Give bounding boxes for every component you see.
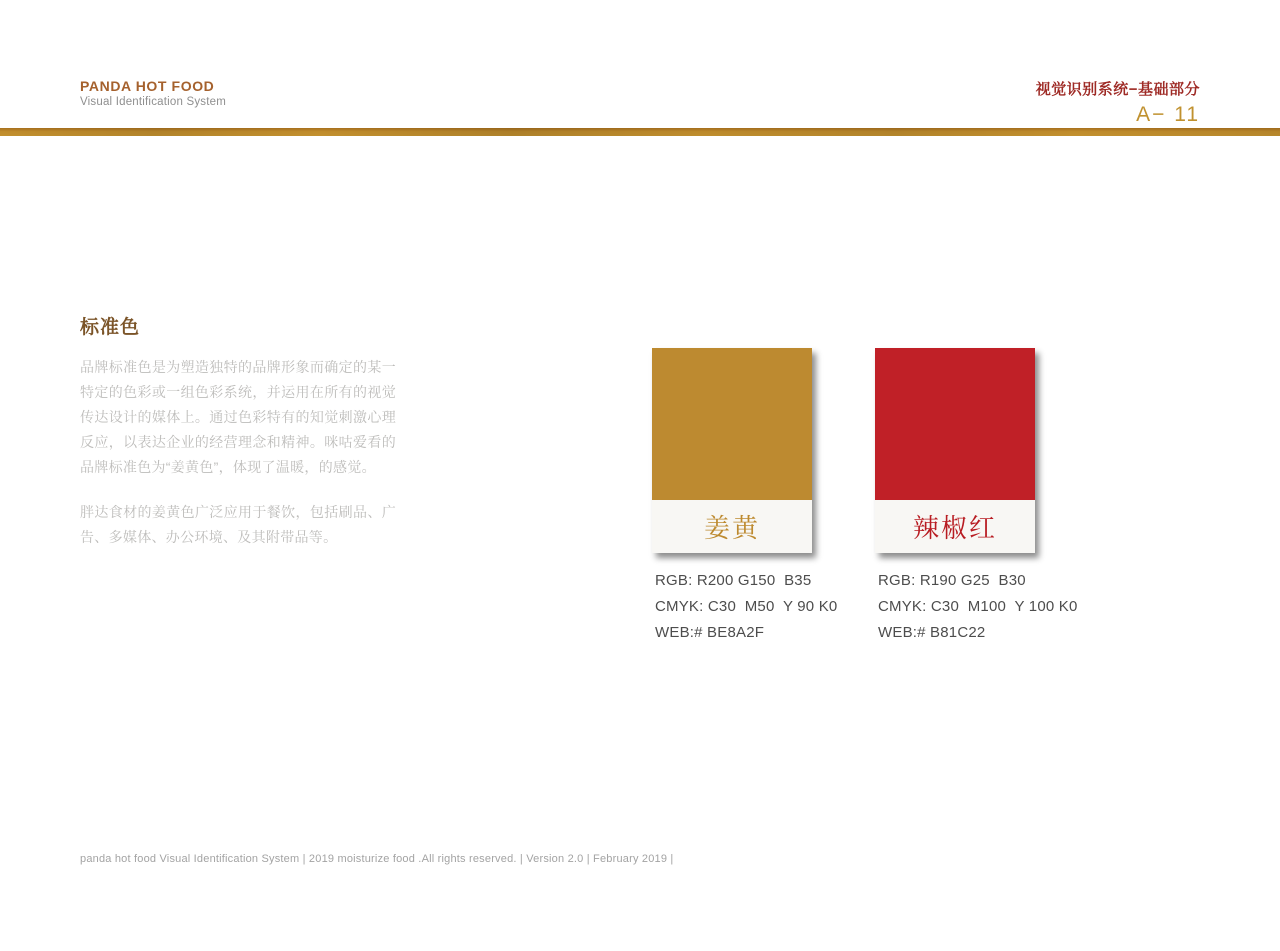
brand-block <box>80 78 226 108</box>
cmyk-value: CMYK: C30 M50 Y 90 K0 <box>655 598 838 615</box>
brand-name: PANDA HOT FOOD <box>80 78 215 94</box>
gold-divider-bar <box>0 128 1280 136</box>
color-block-ginger-yellow <box>652 348 812 500</box>
rgb-value: RGB: R190 G25 B30 <box>878 572 1026 589</box>
color-swatch-card-ginger-yellow <box>652 348 812 553</box>
page-number: A− 11 <box>1136 103 1200 126</box>
swatch-label-strip <box>652 500 812 553</box>
section-title: 视觉识别系统−基础部分 <box>1035 81 1200 98</box>
intro-section <box>80 312 396 570</box>
intro-paragraph-2: 胖达食材的姜黄色广泛应用于餐饮，包括刷品、广告、多媒体、办公环境、及其附带品等。 <box>80 504 396 545</box>
swatch-values-chili-red <box>878 568 1108 646</box>
footer-copyright: panda hot food Visual Identification System | 2019 moisturize food .All rights reserved. | Version 2.0 | February 2019 | <box>80 853 674 865</box>
color-block-chili-red <box>875 348 1035 500</box>
web-value: WEB:# B81C22 <box>878 624 986 641</box>
swatch-name-ginger-yellow: 姜黄 <box>703 513 760 543</box>
rgb-value: RGB: R200 G150 B35 <box>655 572 812 589</box>
web-value: WEB:# BE8A2F <box>655 624 765 641</box>
swatch-name-chili-red: 辣椒红 <box>912 513 997 543</box>
brand-subtitle: Visual Identification System <box>80 96 227 108</box>
intro-paragraph-1: 品牌标准色是为塑造独特的品牌形象而确定的某一特定的色彩或一组色彩系统，并运用在所有的视觉传达设计的媒体上。通过色彩特有的知觉刺激心理反应，以表达企业的经营理念和精神。咪咕爱看的品牌标准色为“姜黄色”，体现了温暖，的感觉。 <box>80 359 396 475</box>
cmyk-value: CMYK: C30 M100 Y 100 K0 <box>878 598 1078 615</box>
color-swatch-card-chili-red <box>875 348 1035 553</box>
header-right <box>1036 78 1200 127</box>
swatch-label-strip <box>875 500 1035 553</box>
swatch-values-ginger-yellow <box>655 568 885 646</box>
section-heading: 标准色 <box>80 317 141 338</box>
